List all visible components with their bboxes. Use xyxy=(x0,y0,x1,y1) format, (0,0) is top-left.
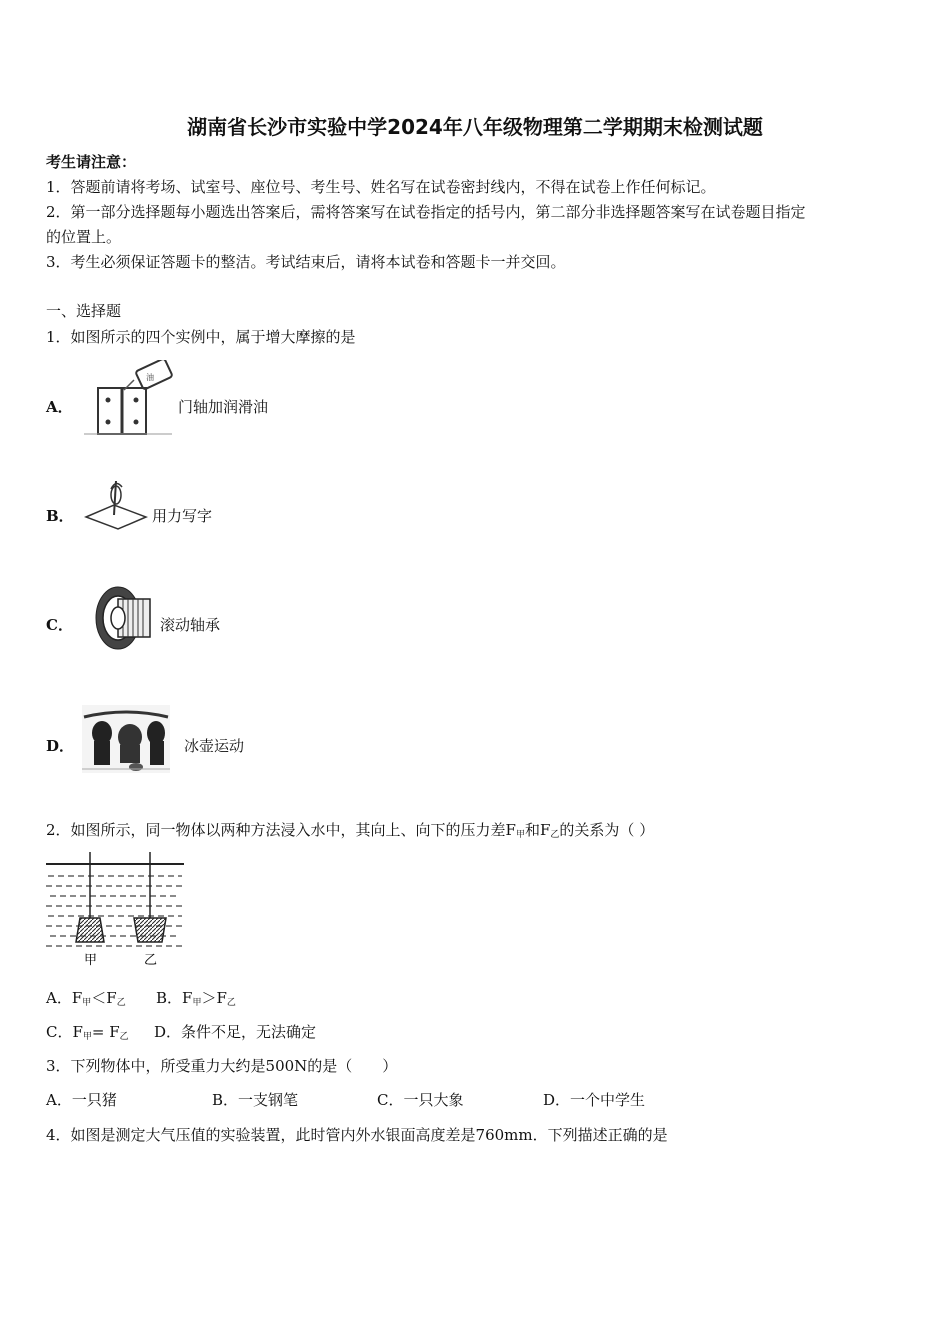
q4-stem: 4．如图是测定大气压值的实验装置，此时管内外水银面高度差是760mm．下列描述正确的是 xyxy=(46,1126,668,1144)
q2-option-c-mid: = F xyxy=(91,1023,120,1041)
notice-item-1: 1．答题前请将考场、试室号、座位号、考生号、姓名写在试卷密封线内，不得在试卷上作任何标记。 xyxy=(46,178,716,196)
q3-option-c: C．一只大象 xyxy=(377,1091,464,1109)
svg-text:油: 油 xyxy=(146,373,154,382)
q2-option-b-mid: ＞F xyxy=(201,989,227,1007)
q2-option-c-pre: C．F xyxy=(46,1023,83,1041)
q2-stem-sub2: 乙 xyxy=(550,830,560,840)
q2-stem-sub1: 甲 xyxy=(515,830,525,840)
q1-stem: 1．如图所示的四个实例中，属于增大摩擦的是 xyxy=(46,328,356,346)
q2-option-b-sub1: 甲 xyxy=(192,998,202,1008)
q2-stem-post: 的关系为（ ） xyxy=(559,821,655,839)
section-heading: 一、选择题 xyxy=(46,302,122,320)
notice-item-2: 2．第一部分选择题每小题选出答案后，需将答案写在试卷指定的括号内，第二部分非选择题答案写在试卷题目指定 xyxy=(46,203,806,221)
q2-stem-pre: 2．如图所示，同一物体以两种方法浸入水中，其向上、向下的压力差F xyxy=(46,821,516,839)
rolling-bearing-figure xyxy=(92,585,156,651)
door-hinge-oil-figure xyxy=(82,360,178,440)
notice-item-2-cont: 的位置上。 xyxy=(46,228,122,246)
writing-hand-figure xyxy=(82,475,150,531)
q2-fig-label-jia: 甲 xyxy=(84,953,98,968)
q2-option-a-pre: A．F xyxy=(46,989,83,1007)
q2-option-c xyxy=(46,1022,129,1047)
q2-option-a-sub2: 乙 xyxy=(116,998,126,1008)
q2-option-b-sub2: 乙 xyxy=(226,998,236,1008)
q2-fig-label-yi: 乙 xyxy=(144,953,158,968)
q3-option-d: D．一个中学生 xyxy=(543,1091,646,1109)
notice-heading: 考生请注意： xyxy=(46,153,137,171)
q3-option-b: B．一支钢笔 xyxy=(212,1091,299,1109)
q2-option-a-sub1: 甲 xyxy=(82,998,92,1008)
q1-option-b-letter: B． xyxy=(46,507,74,525)
q1-option-d-text: 冰壶运动 xyxy=(184,737,245,755)
curling-figure xyxy=(80,703,172,775)
q1-option-b-text: 用力写字 xyxy=(152,507,213,525)
q2-option-d: D．条件不足，无法确定 xyxy=(154,1023,317,1041)
q2-option-a-mid: ＜F xyxy=(91,989,117,1007)
q1-option-c-letter: C． xyxy=(46,616,73,634)
immersion-figure xyxy=(44,852,186,968)
q1-option-a-letter: A． xyxy=(46,398,73,416)
q2-stem xyxy=(46,820,654,845)
q1-option-c-text: 滚动轴承 xyxy=(160,616,221,634)
q3-option-a: A．一只猪 xyxy=(46,1091,117,1109)
q1-option-a-text: 门轴加润滑油 xyxy=(178,398,269,416)
q2-option-b-pre: B．F xyxy=(156,989,193,1007)
q2-stem-mid: 和F xyxy=(524,821,551,839)
notice-item-3: 3．考生必须保证答题卡的整洁。考试结束后，请将本试卷和答题卡一并交回。 xyxy=(46,253,566,271)
page-title: 湖南省长沙市实验中学2024年八年级物理第二学期期末检测试题 xyxy=(187,115,763,139)
q2-option-b xyxy=(156,988,236,1013)
q1-option-d-letter: D． xyxy=(46,737,75,755)
q2-option-a xyxy=(46,988,126,1013)
q2-option-c-sub2: 乙 xyxy=(119,1032,129,1042)
q2-option-c-sub1: 甲 xyxy=(82,1032,92,1042)
q3-stem: 3．下列物体中，所受重力大约是500N的是（ ） xyxy=(46,1057,398,1075)
